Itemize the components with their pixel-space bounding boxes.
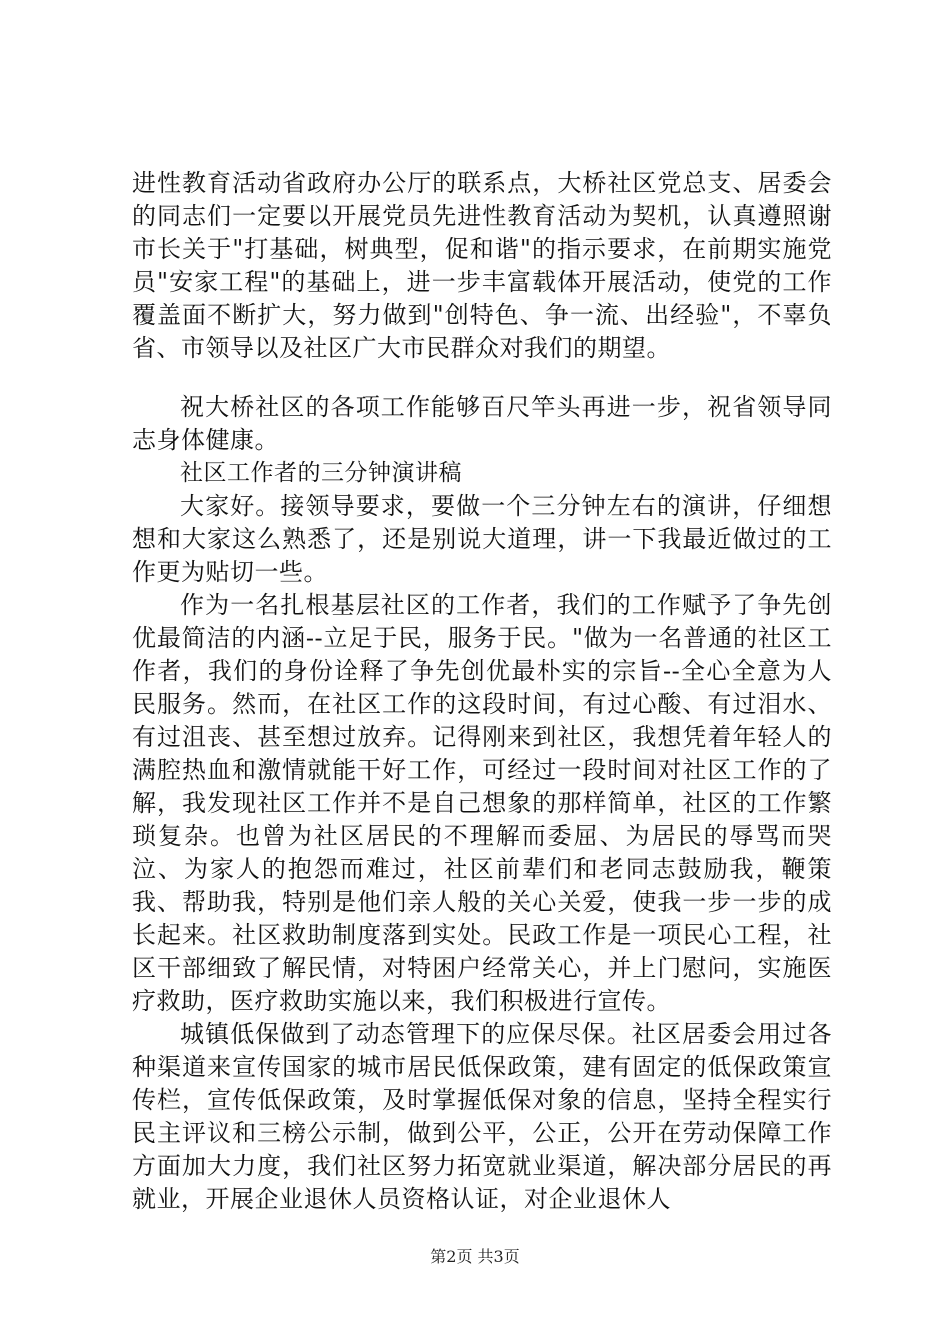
paragraph-low-income-security: 城镇低保做到了动态管理下的应保尽保。社区居委会用过各种渠道来宣传国家的城市居民低保政策，建有固定的低保政策宣传栏，宣传低保政策，及时掌握低保对象的信息，坚持全程实行民主评议和三榜公示制，做到公平，公正，公开在劳动保障工作方面加大力度，我们社区努力拓宽就业渠道，解决部分居民的再就业，开展企业退休人员资格认证，对企业退休人	[132, 1020, 832, 1213]
paragraph-greeting: 大家好。接领导要求，要做一个三分钟左右的演讲，仔细想想和大家这么熟悉了，还是别说大道理，讲一下我最近做过的工作更为贴切一些。	[132, 492, 832, 586]
document-body	[132, 167, 832, 1216]
section-heading: 社区工作者的三分钟演讲稿	[180, 460, 462, 486]
page-number-footer: 第2页 共3页	[430, 1247, 520, 1266]
paragraph-community-work: 作为一名扎根基层社区的工作者，我们的工作赋予了争先创优最简洁的内涵--立足于民，服务于民。"做为一名普通的社区工作者，我们的身份诠释了争先创优最朴实的宗旨--全心全意为人民服务。然而，在社区工作的这段时间，有过心酸、有过泪水、有过沮丧、甚至想过放弃。记得刚来到社区，我想凭着年轻人的满腔热血和激情就能干好工作，可经过一段时间对社区工作的了解，我发现社区工作并不是自己想象的那样简单，社区的工作繁琐复杂。也曾为社区居民的不理解而委屈、为居民的辱骂而哭泣、为家人的抱怨而难过，社区前辈们和老同志鼓励我，鞭策我、帮助我，特别是他们亲人般的关心关爱，使我一步一步的成长起来。社区救助制度落到实处。民政工作是一项民心工程，社区干部细致了解民情，对特困户经常关心，并上门慰问，实施医疗救助，医疗救助实施以来，我们积极进行宣传。	[132, 591, 832, 1015]
paragraph-closing-wish: 祝大桥社区的各项工作能够百尺竿头再进一步，祝省领导同志身体健康。	[132, 393, 832, 454]
paragraph-gap	[132, 365, 832, 391]
paragraph-continuation: 进性教育活动省政府办公厅的联系点，大桥社区党总支、居委会的同志们一定要以开展党员先进性教育活动为契机，认真遵照谢市长关于"打基础，树典型，促和谐"的指示要求，在前期实施党员"安家工程"的基础上，进一步丰富载体开展活动，使党的工作覆盖面不断扩大，努力做到"创特色、争一流、出经验"，不辜负省、市领导以及社区广大市民群众对我们的期望。	[132, 169, 832, 362]
